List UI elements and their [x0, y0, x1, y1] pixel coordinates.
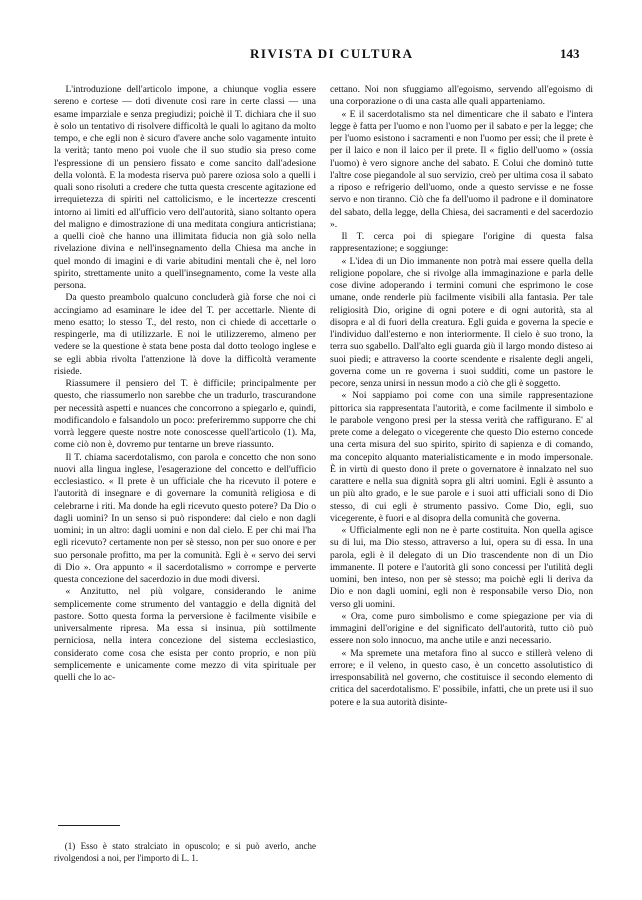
paragraph: « Ufficialmente egli non ne è parte costituita. Non quella agisce su di lui, ma Dio stesso, attraverso a lui, opera su di essa. In una parola, egli è il delegato di un Dio trascendente non di un Dio immanente. Il potere e l'autorità gli sono concessi per l'utilità degli uomini, ben inteso, non per sè stesso; ma poichè egli li deriva da Dio e non dagli uomini, egli non è responsabile verso Dio, non verso gli uomini.: [330, 525, 593, 610]
paragraph: « L'idea di un Dio immanente non potrà mai essere quella della religione popolare, che si rivolge alla immaginazione e parla delle cose divine adoperando i termini comuni che esprimono le cose umane, onde renderle più facilmente visibili alla fantasia. Per tale religiosità Dio, origine di ogni potere e di ogni autorità, sta al disopra e al di fuori della creatura. Egli guida e governa la specie e l'individuo dall'esterno e non interiormente. Il cielo è suo trono, la terra suo sgabello. Dall'alto egli guarda giù il largo mondo disteso ai suoi piedi; e attraverso la coorte scendente e risalente degli angeli, governa come un re governa i suoi sudditi, come un pastore le pecore, senza unirsi in nessun modo a ciò che gli è soggetto.: [330, 255, 593, 389]
paragraph: « Noi sappiamo poi come con una simile rappresentazione pittorica sia rappresentata l'autorità, e come facilmente il simbolo e le parabole vengono presi per la stessa verità che raffigurano. E' al prete come a delegato o vicegerente che questo Dio esterno concede una certa misura del suo spirito, spirito di sapienza e di comando, ma concepito alquanto materialisticamente e in modo impersonale. È in virtù di questo dono il prete o governatore è innalzato nel suo carattere e nella sua dignità sopra gli altri uomini. Egli è assunto a un più alto grado, e le sue parole e i suoi atti ufficiali sono di Dio stesso, di cui egli è strumento passivo. Come Dio, egli, suo vicegerente, è fuori e al disopra della comunità che governa.: [330, 390, 593, 524]
footnote-separator: [58, 825, 120, 826]
paragraph: « Ma spremete una metafora fino al succo e stillerà veleno di errore; e il veleno, in questo caso, è un concetto assolutistico di irresponsabilità nel governo, che costituisce il secondo elemento di critica del sacerdotalismo. E' possibile, infatti, che un prete usi il suo potere e la sua autorità disinte-: [330, 647, 593, 708]
page-number: 143: [560, 46, 580, 61]
paragraph: « E il sacerdotalismo sta nel dimenticare che il sabato e l'intera legge è fatta per l'uomo e non l'uomo per il sabato e per la legge; che per l'uomo esistono i sacramenti e non l'uomo per essi; che il prete è per il laico e non il laico per il prete. Il « figlio dell'uomo » (ossia l'uomo) è vero signore anche del sabato. E Colui che dominò tutte l'altre cose piegandole al suo servizio, creò per ultima cosa il sabato a riposo e refrigerio dell'uomo, onde a questo servisse e ne fosse servo e non tiranno. Ciò che fa dell'uomo il padrone e il dominatore del sabato, della legge, della Chiesa, dei sacramenti e del sacerdozio ».: [330, 108, 593, 230]
paragraph: Il T. chiama sacerdotalismo, con parola e concetto che non sono nuovi alla lingua inglese, l'esagerazione del concetto e dell'ufficio ecclesiastico. « Il prete è un ufficiale che ha ricevuto il potere e l'autorità di insegnare e di governare la comunità religiosa e di celebrarne i riti. Ma donde ha egli ricevuto questo potere? Da Dio o dagli uomini? In un senso si può rispondere: dal cielo e non dagli uomini; in un altro: dagli uomini e non dal cielo. E per chi mai l'ha egli ricevuto? certamente non per sè stesso, non per suo onore e per suo personale profitto, ma per la comunità. Egli è « servo dei servi di Dio ». Ora appunto « il sacerdotalismo » corrompe e perverte questa concezione del sacerdozio in due modi diversi.: [54, 451, 316, 585]
paragraph: « Anzitutto, nel più volgare, considerando le anime semplicemente come strumento del vantaggio e della dignità del pastore. Sotto questa forma la perversione è facilmente visibile e universalmente ripresa. Ma essa si insinua, più sottilmente perniciosa, nella intera concezione del sistema ecclesiastico, considerato come cosa che esista per conto proprio, e non più semplicemente e unicamente come mezzo di vita spirituale per quelli che lo ac-: [54, 586, 316, 683]
paragraph: Il T. cerca poi di spiegare l'origine di questa falsa rappresentazione; e soggiunge:: [330, 231, 593, 255]
paragraph: Riassumere il pensiero del T. è difficile; principalmente per questo, che riassumerlo non sarebbe che un tradurlo, trascurandone per necessità aspetti e nuances che concorrono a spiegarlo e, quindi, modificandolo e falsandolo un poco: preferiremmo supporre che chi vorrà leggere queste nostre note conoscesse quell'articolo (1). Ma, come ciò non è, dovremo pur tentarne un breve riassunto.: [54, 378, 316, 451]
footnote: (1) Esso è stato stralciato in opuscolo; e si può averlo, anche rivolgendosi a noi, per l'importo di L. 1.: [54, 841, 316, 863]
running-title: RIVISTA DI CULTURA: [250, 46, 414, 61]
right-column: [330, 84, 593, 884]
left-column: [54, 84, 316, 818]
paragraph: cettano. Noi non sfuggiamo all'egoismo, servendo all'egoismo di una corporazione o di una casta alle quali apparteniamo.: [330, 84, 593, 108]
paragraph: Da questo preambolo qualcuno concluderà già forse che noi ci accingiamo ad esaminare le idee del T. per accettarle. Niente di meno esatto; lo stesso T., del resto, non ci chiede di accettarle o respingerle, ma di utilizzarle. E noi le utilizzeremo, almeno per vedere se la questione è stata bene posta dal dotto teologo inglese e se egli abbia rivolta l'attenzione là dove la difficoltà veramente risiede.: [54, 292, 316, 377]
paragraph: L'introduzione dell'articolo impone, a chiunque voglia essere sereno e cortese — doti divenute così rare in certe classi — una esame imparziale e senza pregiudizi; poichè il T. dichiara che il suo è solo un tentativo di risolvere difficoltà le quali lo agitano da molto tempo, e che egli non è sicuro d'avere anche solo vagamente intuito la verità; tanto meno poi vuole che il suo studio sia preso come l'espressione di un pensiero fissato e come sancito dall'adesione della volontà. E la modesta riserva può parere oziosa solo a quelli i quali sono risoluti a credere che tutta questa crescente agitazione ed irrequietezza di spiriti nel cattolicismo, e le incertezze crescenti intorno ai limiti ed all'ufficio vero dell'autorità, siano soltanto opera del maligno e dimostrazione di una meditata congiura anticristiana; a quelli cioè che hanno una illimitata fiducia non già solo nella rivelazione divina e nell'insegnamento della Chiesa ma anche in quel mondo di imagini e di varie abitudini mentali che è, nel loro spirito, strettamente unito a quell'insegnamento, come la veste alla persona.: [54, 84, 316, 291]
paragraph: « Ora, come puro simbolismo e come spiegazione per via di immagini dell'origine e del significato dell'autorità, tutto ciò può essere non solo innocuo, ma anche utile e anzi necessario.: [330, 610, 593, 647]
